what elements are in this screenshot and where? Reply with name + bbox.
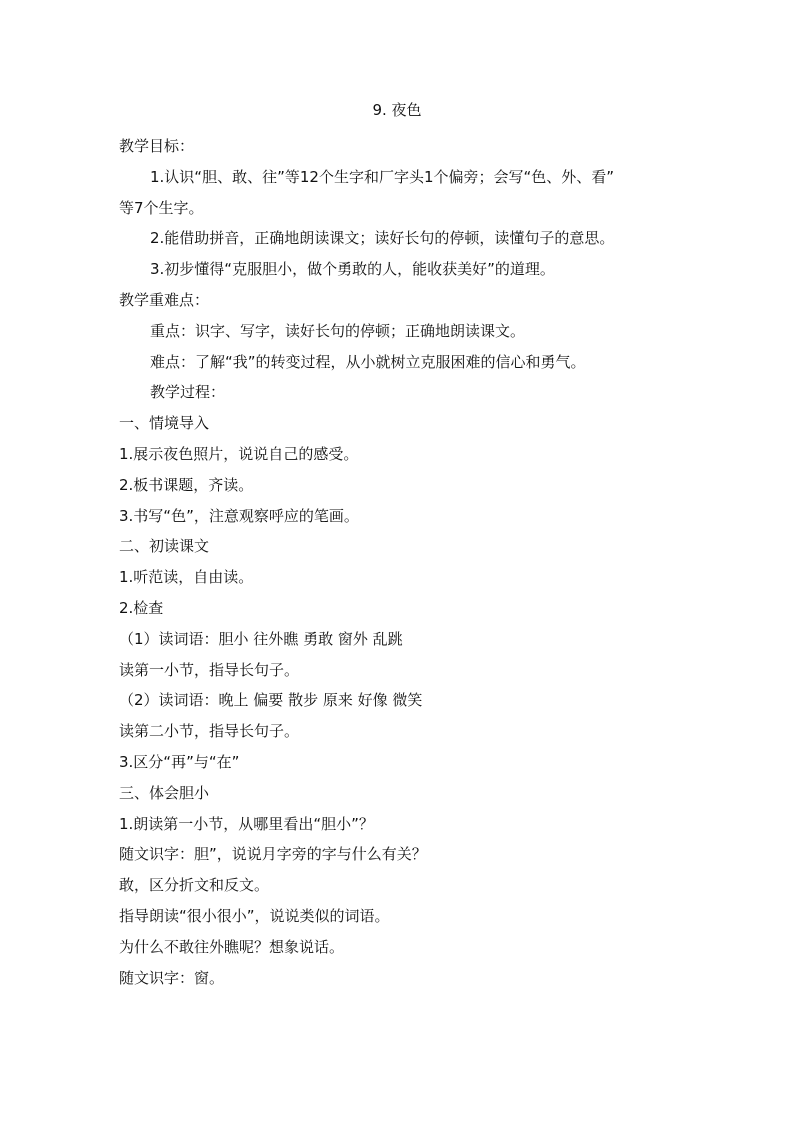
document-line: 2.检查 [119, 599, 164, 617]
document-line: 三、体会胆小 [119, 783, 210, 802]
document-line: 敢，区分折文和反文。 [119, 876, 270, 895]
document-line: 教学重难点： [119, 291, 210, 309]
document-line: 2.能借助拼音，正确地朗读课文；读好长句的停顿，读懂句子的意思。 [150, 229, 615, 248]
document-line: 二、初读课文 [119, 537, 210, 556]
document-line: 1.听范读，自由读。 [119, 568, 254, 587]
document-line: 读第一小节，指导长句子。 [119, 660, 300, 679]
document-line: 1.展示夜色照片，说说自己的感受。 [119, 445, 359, 463]
document-line: 3.区分“再”与“在” [119, 753, 240, 771]
document-line: 教学目标： [119, 137, 195, 155]
document-line: （1）读词语：胆小 往外瞧 勇敢 窗外 乱跳 [119, 629, 403, 648]
document-line: 随文识字：窗。 [119, 968, 225, 987]
document-line: 随文识字：胆”，说说月字旁的字与什么有关？ [119, 845, 427, 864]
document-line: 为什么不敢往外瞧呢？想象说话。 [119, 937, 345, 956]
document-line: 教学过程： [150, 383, 226, 402]
document-line: 等7个生字。 [119, 198, 204, 217]
document-line: 1.认识“胆、敢、往”等12个生字和厂字头1个偏旁；会写“色、外、看” [150, 167, 615, 186]
document-line: （2）读词语：晚上 偏要 散步 原来 好像 微笑 [119, 691, 423, 710]
document-line: 指导朗读“很小很小”，说说类似的词语。 [119, 907, 390, 925]
document-line: 1.朗读第一小节，从哪里看出“胆小”？ [119, 814, 374, 833]
document-line: 重点：识字、写字，读好长句的停顿；正确地朗读课文。 [150, 321, 526, 340]
document-line: 读第二小节，指导长句子。 [119, 722, 300, 741]
document-line: 难点：了解“我”的转变过程，从小就树立克服困难的信心和勇气。 [150, 352, 586, 371]
document-line: 一、情境导入 [119, 414, 210, 433]
document-line: 3.书写“色”，注意观察呼应的笔画。 [119, 506, 359, 525]
document-line: 3.初步懂得“克服胆小，做个勇敢的人，能收获美好”的道理。 [150, 260, 555, 279]
document-title: 9. 夜色 [372, 101, 422, 119]
document-line: 2.板书课题，齐读。 [119, 475, 254, 494]
